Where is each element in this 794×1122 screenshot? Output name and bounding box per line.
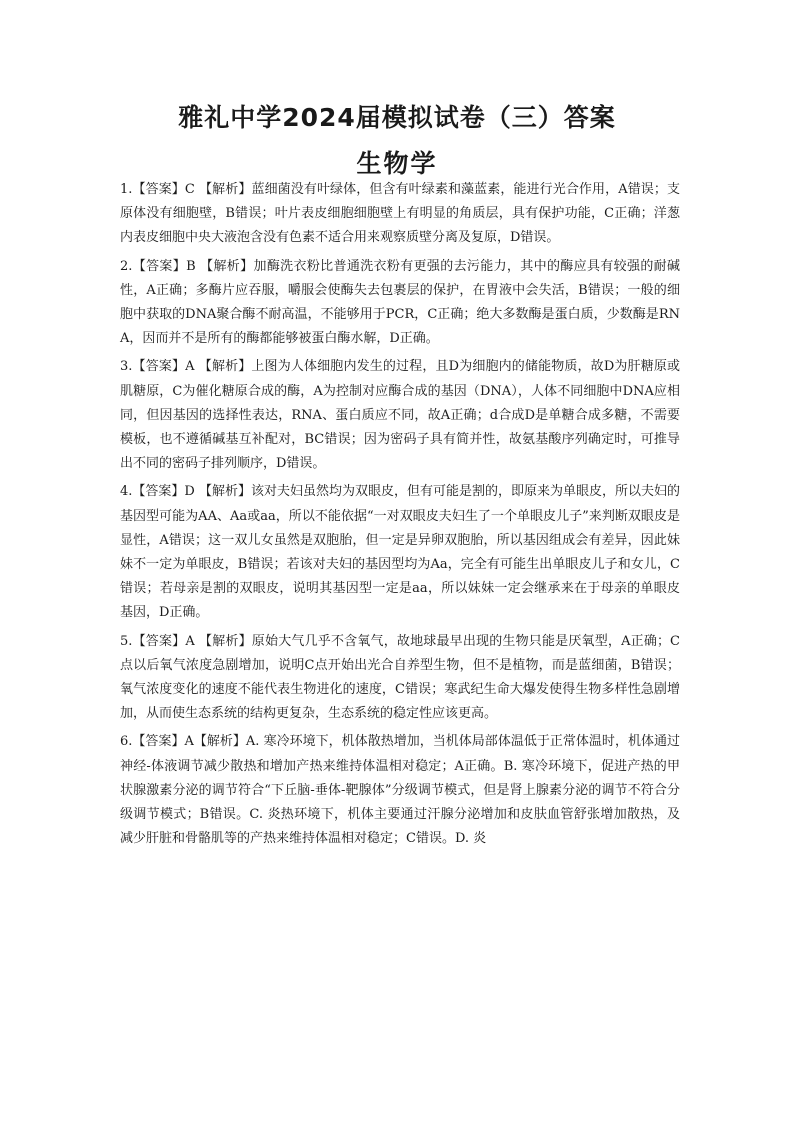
answer-list [120, 178, 680, 855]
answer-item-6: 6.【答案】A【解析】A. 寒冷环境下，机体散热增加，当机体局部体温低于正常体温时，机体通过神经-体液调节减少散热和增加产热来维持体温相对稳定；A正确。B. 寒冷环境下，促进产热的甲状腺激素分泌的调节符合“下丘脑-垂体-靶腺体”分级调节模式，但是肾上腺素分泌的调节不符合分级调节模式；B错误。C. 炎热环境下，机体主要通过汗腺分泌增加和皮肤血管舒张增加散热，及减少肝脏和骨骼肌等的产热来维持体温相对稳定；C错误。D. 炎 [120, 734, 680, 847]
answer-item-3: 3.【答案】A 【解析】上图为人体细胞内发生的过程，且D为细胞内的储能物质，故D为肝糖原或肌糖原，C为催化糖原合成的酶，A为控制对应酶合成的基因（DNA），人体不同细胞中DNA应相同，但因基因的选择性表达，RNA、蛋白质应不同，故A正确；d合成D是单糖合成多糖，不需要模板，也不遵循碱基互补配对，BC错误；因为密码子具有简并性，故氨基酸序列确定时，可推导出不同的密码子排列顺序，D错误。 [120, 359, 680, 472]
answer-item-1: 1.【答案】C 【解析】蓝细菌没有叶绿体，但含有叶绿素和藻蓝素，能进行光合作用，A错误；支原体没有细胞壁，B错误；叶片表皮细胞细胞壁上有明显的角质层，具有保护功能，C正确；洋葱内表皮细胞中央大液泡含没有色素不适合用来观察质壁分离及复原，D错误。 [120, 182, 680, 246]
document-subtitle: 生物学 [356, 149, 438, 178]
answer-item-2: 2.【答案】B 【解析】加酶洗衣粉比普通洗衣粉有更强的去污能力，其中的酶应具有较强的耐碱性，A正确；多酶片应吞服，嚼服会使酶失去包裹层的保护，在胃液中会失活，B错误；一般的细胞中获取的DNA聚合酶不耐高温，不能够用于PCR，C正确；绝大多数酶是蛋白质，少数酶是RNA，因而并不是所有的酶都能够被蛋白酶水解，D正确。 [120, 258, 680, 347]
answer-item-5: 5.【答案】A 【解析】原始大气几乎不含氧气，故地球最早出现的生物只能是厌氧型，A正确；C点以后氧气浓度急剧增加，说明C点开始出光合自养型生物，但不是植物，而是蓝细菌，B错误；氧气浓度变化的速度不能代表生物进化的速度，C错误；寒武纪生命大爆发使得生物多样性急剧增加，从而使生态系统的结构更复杂，生态系统的稳定性应该更高。 [120, 633, 680, 722]
answer-item-4: 4.【答案】D 【解析】该对夫妇虽然均为双眼皮，但有可能是割的，即原来为单眼皮，所以夫妇的基因型可能为AA、Aa或aa，所以不能依据“一对双眼皮夫妇生了一个单眼皮儿子”来判断双眼皮是显性，A错误；这一双儿女虽然是双胞胎，但一定是异卵双胞胎，所以基因组成会有差异，因此妹妹不一定为单眼皮，B错误；若该对夫妇的基因型均为Aa，完全有可能生出单眼皮儿子和女儿，C错误；若母亲是割的双眼皮，说明其基因型一定是aa，所以妹妹一定会继承来在于母亲的单眼皮基因，D正确。 [120, 484, 680, 621]
document-title: 雅礼中学2024届模拟试卷（三）答案 [178, 103, 616, 132]
